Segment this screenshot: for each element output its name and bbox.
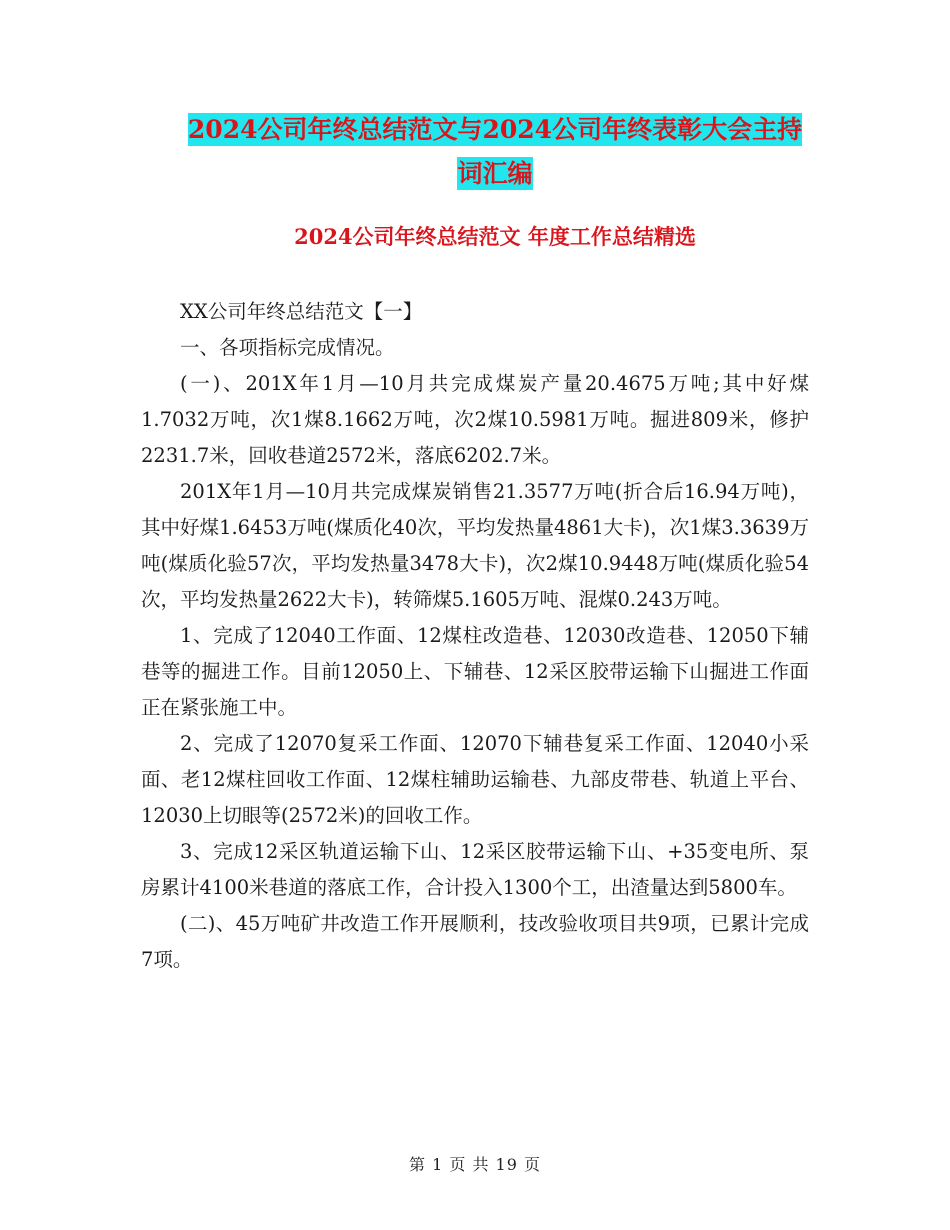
paragraph: (二)、45万吨矿井改造工作开展顺利，技改验收项目共9项，已累计完成7项。 — [141, 912, 809, 971]
paragraph: 2、完成了12070复采工作面、12070下辅巷复采工作面、12040小采面、老12煤柱回收工作面、12煤柱辅助运输巷、九部皮带巷、轨道上平台、12030上切眼等(2572米)的回收工作。 — [141, 732, 809, 827]
paragraph-subheading: 一、各项指标完成情况。 — [180, 336, 395, 359]
document-title-line1: 2024公司年终总结范文与2024公司年终表彰大会主持 — [187, 115, 803, 144]
paragraph: 1、完成了12040工作面、12煤柱改造巷、12030改造巷、12050下辅巷等的掘进工作。目前12050上、下辅巷、12采区胶带运输下山掘进工作面正在紧张施工中。 — [141, 624, 809, 719]
document-title-line2: 词汇编 — [457, 159, 533, 188]
paragraph: 201X年1月—10月共完成煤炭销售21.3577万吨(折合后16.94万吨)，其中好煤1.6453万吨(煤质化40次，平均发热量4861大卡)，次1煤3.3639万吨(煤质化验57次，平均发热量3478大卡)，次2煤10.9448万吨(煤质化验54次，平均发热量2622大卡)，转筛煤5.1605万吨、混煤0.243万吨。 — [141, 480, 809, 611]
paragraph: (一)、201X年1月—10月共完成煤炭产量20.4675万吨;其中好煤1.7032万吨，次1煤8.1662万吨，次2煤10.5981万吨。掘进809米，修护2231.7米，回收巷道2572米，落底6202.7米。 — [141, 372, 809, 467]
paragraph-heading: XX公司年终总结范文【一】 — [180, 300, 423, 323]
paragraph: 3、完成12采区轨道运输下山、12采区胶带运输下山、+35变电所、泵房累计4100米巷道的落底工作，合计投入1300个工，出渣量达到5800车。 — [141, 840, 809, 899]
page-number-footer: 第 1 页 共 19 页 — [409, 1155, 541, 1174]
document-body — [141, 294, 809, 978]
section-title: 2024公司年终总结范文 年度工作总结精选 — [294, 224, 696, 249]
document-title — [140, 108, 850, 196]
